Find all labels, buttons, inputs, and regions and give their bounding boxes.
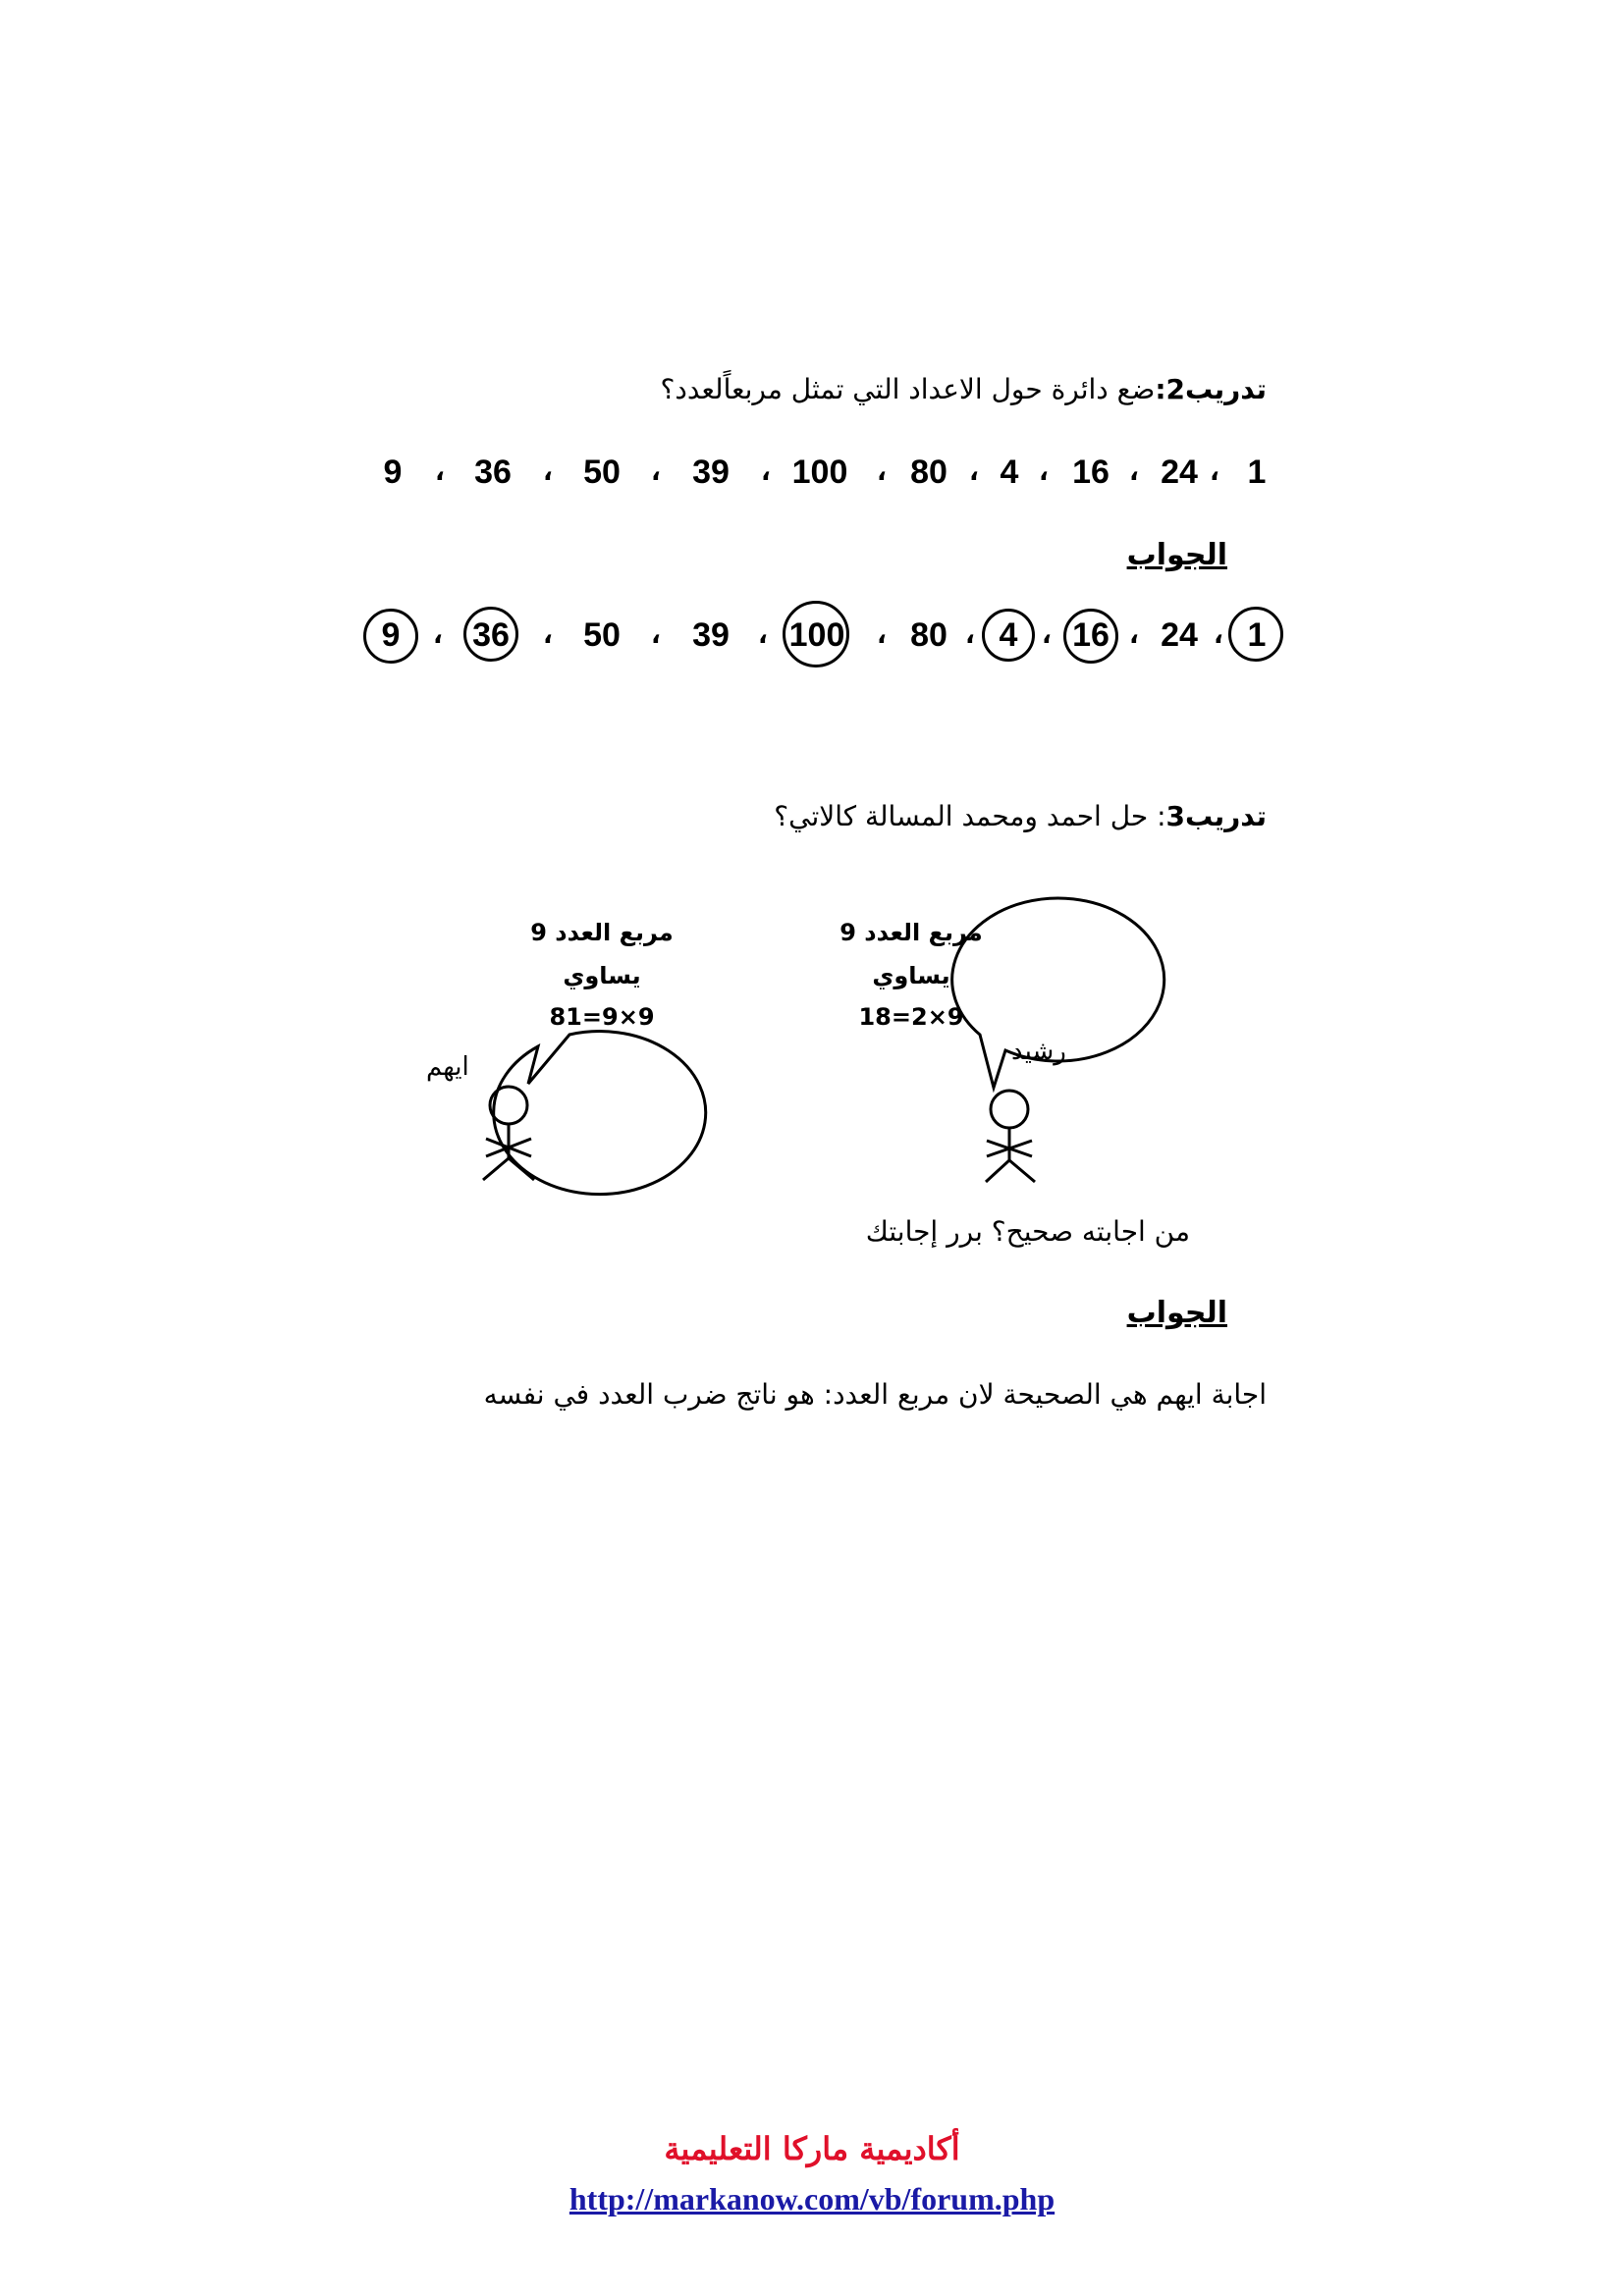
exercise3-text: : حل احمد ومحمد المسالة كالاتي؟ xyxy=(774,800,1166,832)
number-36: 36 xyxy=(472,616,510,654)
right-bubble-line3: 9×2=18 xyxy=(858,1003,964,1031)
separator: ، xyxy=(1039,457,1049,487)
exercise2-answer-label: الجواب xyxy=(1126,538,1227,572)
left-bubble-line3: 9×9=81 xyxy=(549,1003,655,1031)
separator: ، xyxy=(543,457,553,487)
number-9: 9 xyxy=(383,454,403,491)
exercise3-question: من اجابته صحيح؟ برر إجابتك xyxy=(865,1215,1190,1248)
separator: ، xyxy=(433,620,443,650)
footer-link[interactable]: http://markanow.com/vb/forum.php xyxy=(568,2181,1056,2216)
number-16: 16 xyxy=(1072,616,1110,654)
number-16: 16 xyxy=(1072,454,1110,491)
number-4: 4 xyxy=(999,616,1018,654)
number-80: 80 xyxy=(910,454,947,491)
number-1: 1 xyxy=(1247,454,1267,491)
number-80: 80 xyxy=(910,616,947,654)
exercise2-text: ضع دائرة حول الاعداد التي تمثل مربعاًلعدد؟ xyxy=(660,373,1156,405)
number-39: 39 xyxy=(692,616,730,654)
footer-title: أكاديمية ماركا التعليمية xyxy=(664,2130,960,2167)
separator: ، xyxy=(965,620,975,650)
separator: ، xyxy=(758,620,768,650)
left-bubble-line1: مربع العدد 9 xyxy=(530,919,674,946)
exercise3-label: تدريب3 xyxy=(1165,800,1267,832)
separator: ، xyxy=(761,457,771,487)
separator: ، xyxy=(435,457,445,487)
right-person-name: رشيد xyxy=(1011,1037,1066,1066)
separator: ، xyxy=(969,457,979,487)
separator: ، xyxy=(1129,620,1139,650)
separator: ، xyxy=(651,620,661,650)
separator: ، xyxy=(1129,457,1139,487)
separator: ، xyxy=(1042,620,1052,650)
right-bubble-line2: يساوي xyxy=(872,962,950,989)
number-1: 1 xyxy=(1247,616,1267,654)
exercise3-answer-label: الجواب xyxy=(1126,1296,1227,1330)
number-24: 24 xyxy=(1161,616,1198,654)
right-stick-figure xyxy=(986,1091,1035,1182)
exercise2-label: تدريب2: xyxy=(1155,373,1267,405)
left-person-name: ايهم xyxy=(426,1052,469,1082)
number-9: 9 xyxy=(381,616,401,654)
exercise3-answer-text: اجابة ايهم هي الصحيحة لان مربع العدد: هو ناتج ضرب العدد في نفسه xyxy=(483,1378,1267,1411)
separator: ، xyxy=(651,457,661,487)
separator: ، xyxy=(877,457,887,487)
number-50: 50 xyxy=(583,454,621,491)
right-bubble-line1: مربع العدد 9 xyxy=(839,919,983,946)
number-39: 39 xyxy=(692,454,730,491)
separator: ، xyxy=(543,620,553,650)
number-100: 100 xyxy=(791,454,848,491)
number-50: 50 xyxy=(583,616,621,654)
number-4: 4 xyxy=(1000,454,1019,491)
left-bubble-line2: يساوي xyxy=(563,962,641,989)
number-24: 24 xyxy=(1161,454,1198,491)
separator: ، xyxy=(1214,620,1223,650)
number-100: 100 xyxy=(788,616,845,654)
separator: ، xyxy=(877,620,887,650)
separator: ، xyxy=(1210,457,1219,487)
number-36: 36 xyxy=(474,454,512,491)
